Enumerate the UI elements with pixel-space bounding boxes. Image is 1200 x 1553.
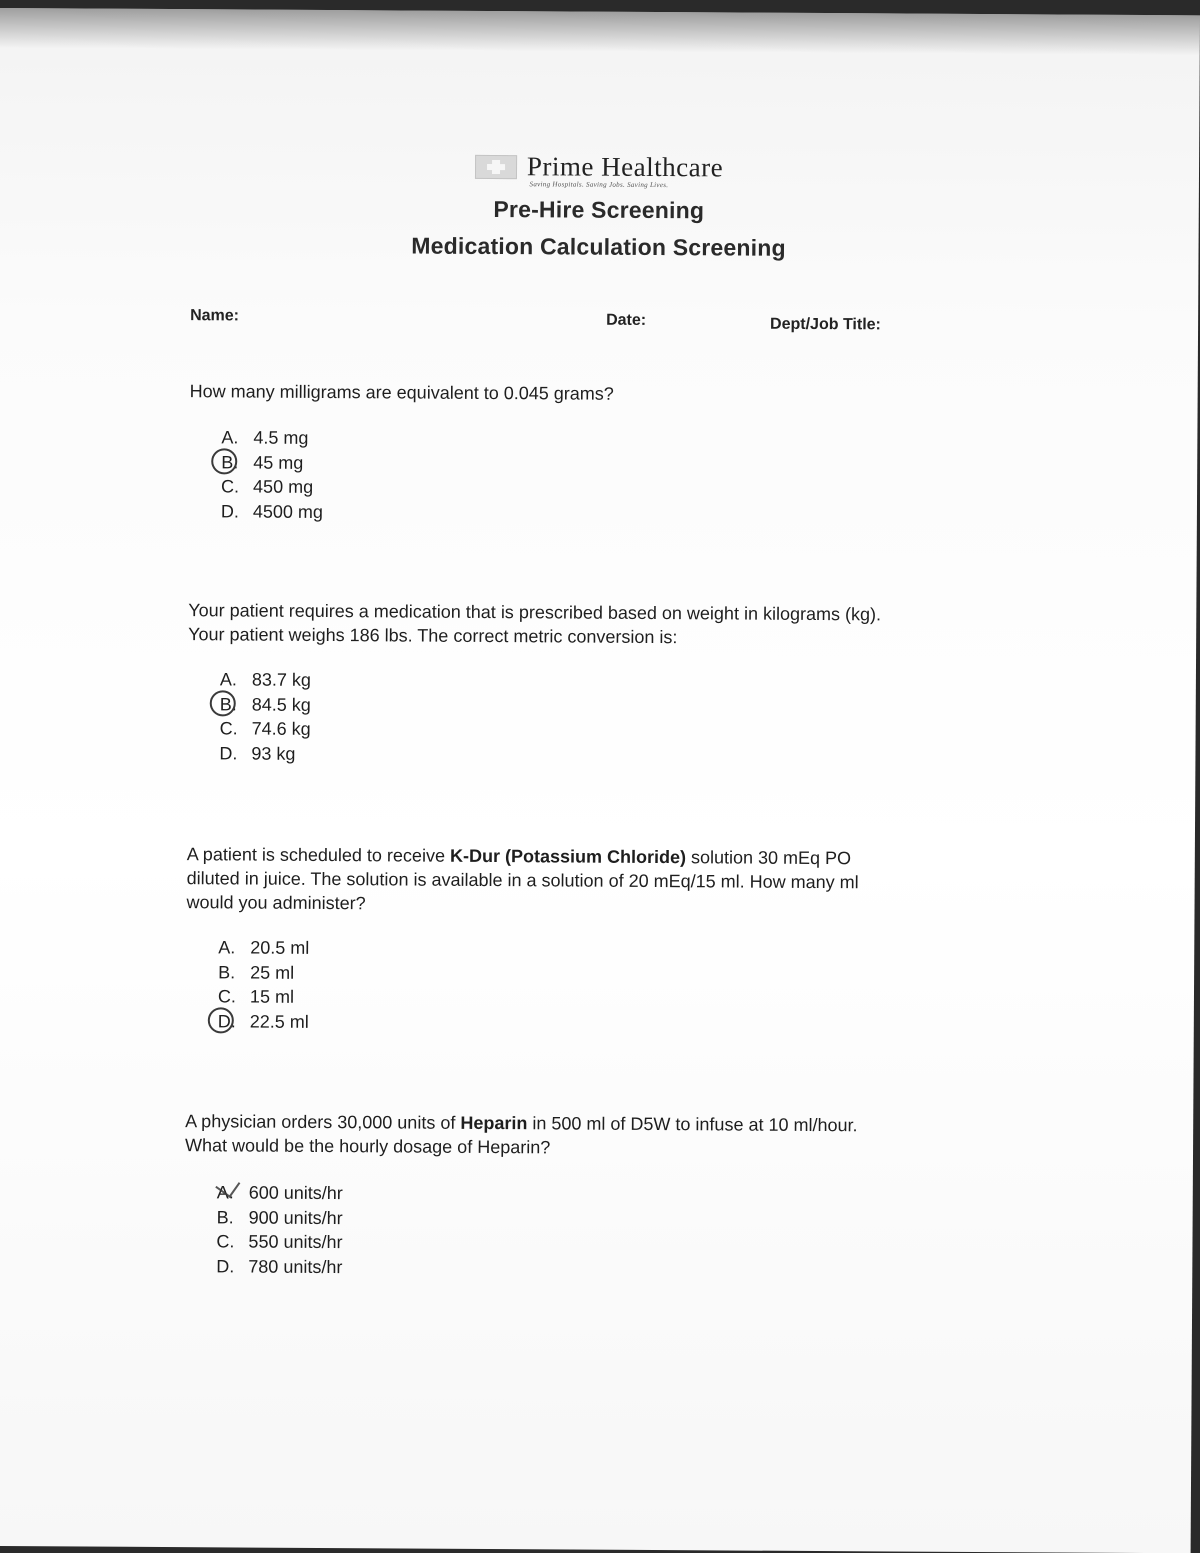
option-a[interactable]: A. 4.5 mg (221, 427, 309, 448)
option-d[interactable]: D. 780 units/hr (216, 1255, 343, 1277)
option-b[interactable]: B. 45 mg (221, 450, 323, 475)
option-c[interactable]: C. 550 units/hr (216, 1231, 343, 1253)
question-text-line: What would be the hourly dosage of Heparin? (184, 1135, 551, 1158)
drug-name: K-Dur (Potassium Chloride) (449, 845, 687, 868)
question-text-line: diluted in juice. The solution is available in a solution of 20 mEq/15 ml. How many ml (186, 868, 859, 893)
option-b[interactable]: B. 84.5 kg (220, 692, 311, 717)
screening-paper (0, 8, 1200, 1553)
document-header (0, 148, 1199, 264)
question-3-options (218, 935, 310, 1034)
scan-shadow (0, 8, 1200, 55)
question-2-options (219, 667, 311, 766)
option-c[interactable]: C. 15 ml (217, 986, 295, 1007)
logo-text: Prime Healthcare (526, 151, 724, 183)
name-field-label: Name: (190, 307, 240, 325)
date-field-label: Date: (606, 311, 647, 329)
question-4 (185, 1109, 1015, 1162)
page-title: Pre-Hire Screening (493, 196, 705, 224)
drug-name: Heparin (460, 1112, 528, 1134)
question-3 (186, 842, 1016, 919)
option-a[interactable]: A. 83.7 kg (219, 669, 312, 690)
question-text-line: A physician orders 30,000 units of Heparin in 500 ml of D5W to infuse at 10 ml/hour. (185, 1111, 858, 1136)
question-text-line: Your patient requires a medication that is prescribed based on weight in kilograms (kg). (188, 600, 882, 625)
option-d[interactable]: D. 4500 mg (220, 500, 324, 522)
option-d[interactable]: D. 22.5 ml (218, 1009, 309, 1034)
answer-circle-icon (210, 690, 236, 716)
option-b[interactable]: B. 25 ml (218, 961, 295, 983)
option-a[interactable]: A. 20.5 ml (218, 937, 310, 958)
option-a[interactable]: A. 600 units/hr (217, 1180, 343, 1205)
question-1-options (221, 425, 324, 524)
option-c[interactable]: C. 74.6 kg (219, 718, 311, 739)
option-c[interactable]: C. 450 mg (221, 476, 314, 497)
option-b[interactable]: B. 900 units/hr (216, 1206, 343, 1228)
dept-field-label: Dept/Job Title: (770, 315, 881, 334)
answer-circle-icon (208, 1007, 234, 1033)
question-text-line: would you administer? (186, 892, 366, 914)
question-2 (188, 598, 1018, 651)
question-text-line: Your patient weighs 186 lbs. The correct metric conversion is: (188, 624, 678, 648)
cross-logo-icon (475, 154, 517, 178)
page-subtitle: Medication Calculation Screening (411, 232, 786, 261)
question-1 (190, 379, 1020, 408)
question-text: How many milligrams are equivalent to 0.045 grams? (189, 381, 614, 404)
question-text-line: A patient is scheduled to receive K-Dur (Potassium Chloride) solution 30 mEq PO (186, 844, 852, 869)
option-d[interactable]: D. 93 kg (219, 742, 296, 764)
question-4-options (216, 1180, 343, 1279)
answer-circle-icon (211, 448, 237, 474)
logo-tagline: Saving Hospitals. Saving Jobs. Saving Lives. (529, 180, 669, 190)
